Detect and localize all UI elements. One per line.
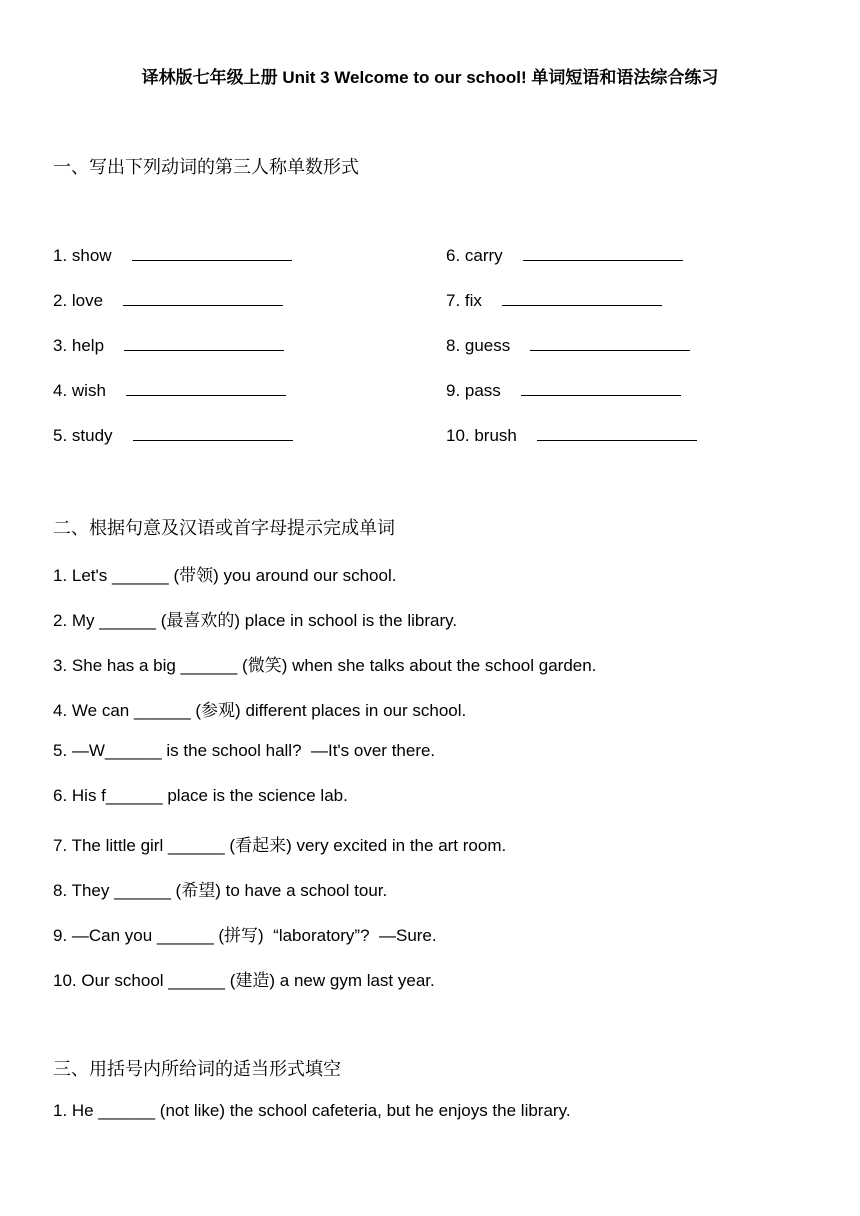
section3-heading: 三、用括号内所给词的适当形式填空 [53,1059,341,1080]
verb-word: 5. study [53,426,113,445]
exercise-item: 1. He ______ (not like) the school cafeteria, but he enjoys the library. [53,1101,571,1120]
verb-item [446,290,662,311]
answer-blank[interactable] [537,425,697,441]
answer-blank[interactable] [523,245,683,261]
exercise-item: 4. We can ______ (参观) different places in our school. [53,701,467,720]
verb-word: 4. wish [53,381,106,400]
verb-word: 9. pass [446,381,501,400]
section1-heading: 一、写出下列动词的第三人称单数形式 [53,157,359,178]
exercise-item: 2. My ______ (最喜欢的) place in school is the library. [53,611,458,630]
answer-blank[interactable] [124,335,284,351]
verb-item [53,335,284,356]
answer-blank[interactable] [530,335,690,351]
verb-word: 10. brush [446,426,517,445]
verb-word: 8. guess [446,336,511,355]
verb-word: 7. fix [446,291,482,310]
exercise-item: 10. Our school ______ (建造) a new gym last year. [53,971,435,990]
exercise-item: 7. The little girl ______ (看起来) very excited in the art room. [53,836,507,855]
verb-word: 2. love [53,291,104,310]
exercise-item: 5. —W______ is the school hall? —It's over there. [53,741,436,760]
answer-blank[interactable] [502,290,662,306]
answer-blank[interactable] [132,245,292,261]
page-title: 译林版七年级上册 Unit 3 Welcome to our school! 单词短语和语法综合练习 [141,68,719,87]
verb-item [53,425,293,446]
exercise-item: 9. —Can you ______ (拼写) “laboratory”? —Sure. [53,926,437,945]
answer-blank[interactable] [133,425,293,441]
verb-item [446,425,697,446]
exercise-item: 3. She has a big ______ (微笑) when she talks about the school garden. [53,656,597,675]
verb-word: 3. help [53,336,105,355]
verb-word: 6. carry [446,246,503,265]
section2-heading: 二、根据句意及汉语或首字母提示完成单词 [53,518,395,539]
answer-blank[interactable] [521,380,681,396]
exercise-item: 1. Let's ______ (带领) you around our school. [53,566,397,585]
verb-item [446,245,683,266]
verb-item [53,290,283,311]
exercise-item: 8. They ______ (希望) to have a school tour. [53,881,388,900]
verb-word: 1. show [53,246,112,265]
exercise-item: 6. His f______ place is the science lab. [53,786,348,805]
verb-item [446,380,681,401]
verb-item [53,245,292,266]
answer-blank[interactable] [126,380,286,396]
verb-item [446,335,690,356]
verb-item [53,380,286,401]
answer-blank[interactable] [123,290,283,306]
